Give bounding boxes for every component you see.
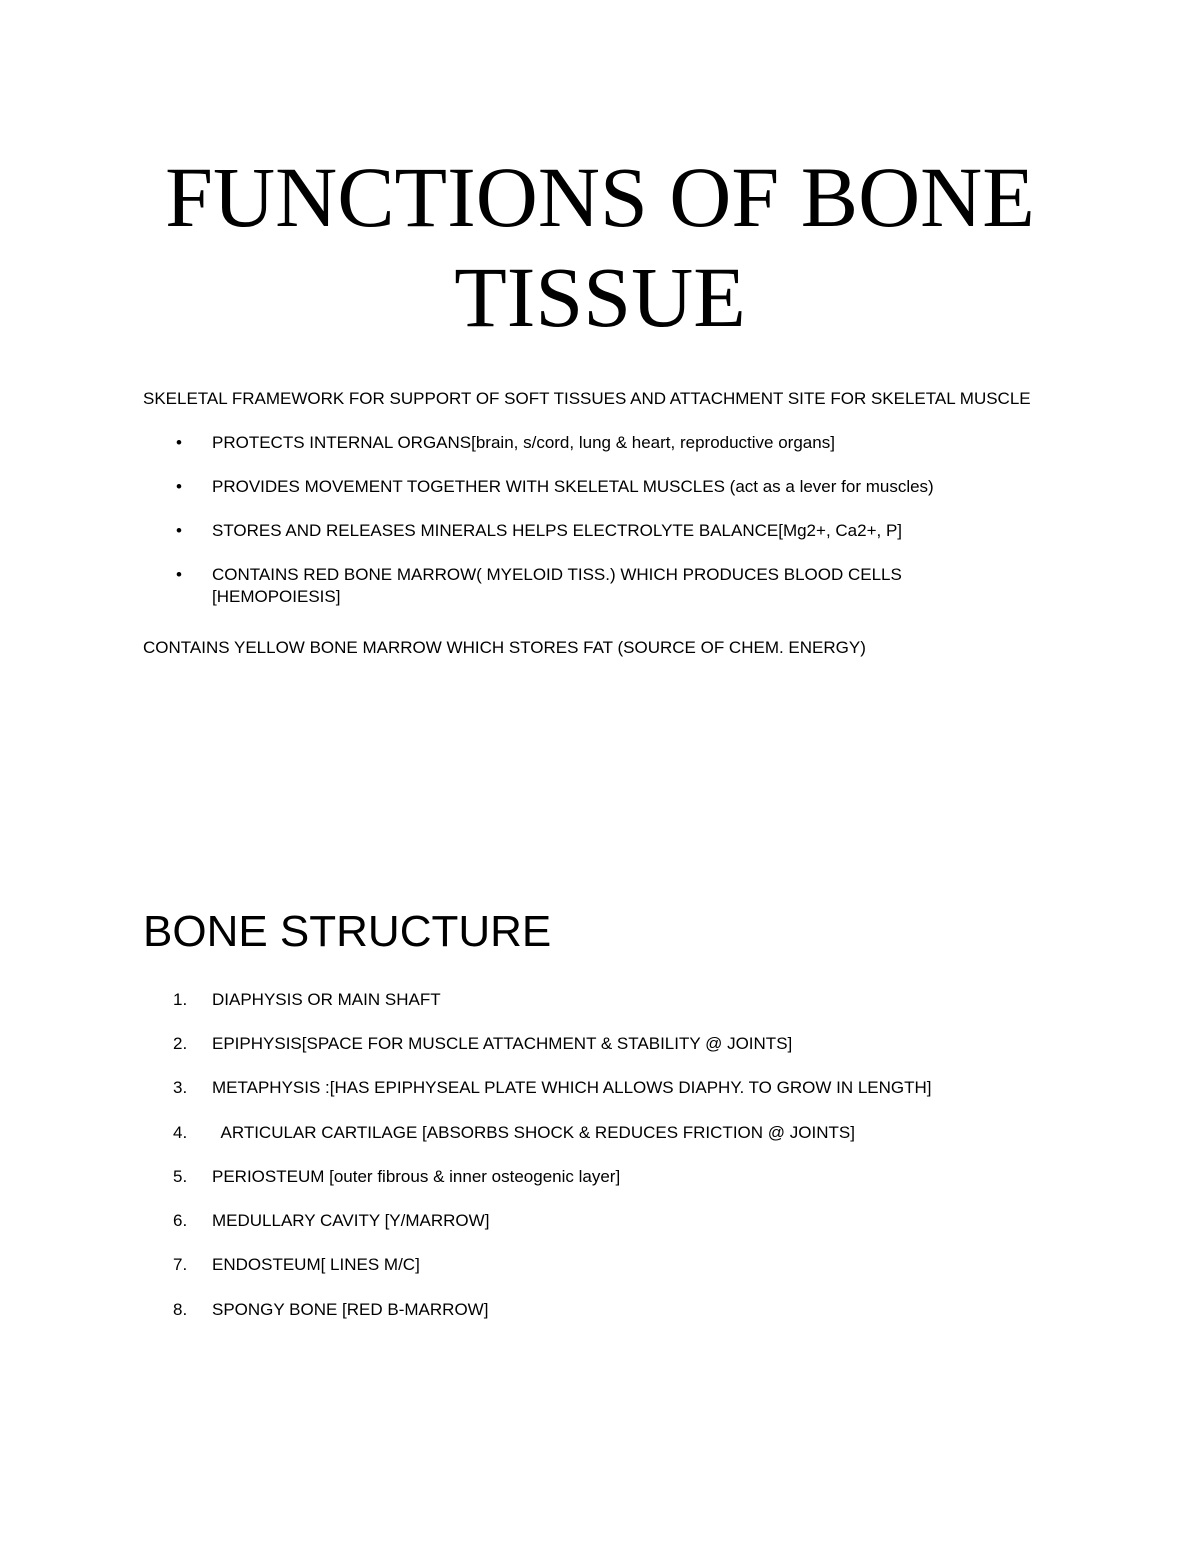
list-number: 2. <box>173 1034 188 1053</box>
list-item-text: SPONGY BONE [RED B-MARROW] <box>212 1300 489 1319</box>
list-number: 7. <box>173 1255 188 1274</box>
list-number: 8. <box>173 1300 188 1319</box>
list-number: 6. <box>173 1211 188 1230</box>
bullet-icon: • <box>176 521 182 540</box>
bullet-icon: • <box>176 433 182 452</box>
list-number: 3. <box>173 1078 188 1097</box>
bullet-text: STORES AND RELEASES MINERALS HELPS ELECTROLYTE BALANCE[Mg2+, Ca2+, P] <box>212 521 903 540</box>
list-item-text: ARTICULAR CARTILAGE [ABSORBS SHOCK & REDUCES FRICTION @ JOINTS] <box>212 1123 855 1142</box>
list-item-text: MEDULLARY CAVITY [Y/MARROW] <box>212 1211 490 1230</box>
functions-intro: SKELETAL FRAMEWORK FOR SUPPORT OF SOFT TISSUES AND ATTACHMENT SITE FOR SKELETAL MUSCLE <box>143 389 1031 408</box>
bullet-text: CONTAINS RED BONE MARROW( MYELOID TISS.) WHICH PRODUCES BLOOD CELLS [HEMOPOIESIS] <box>212 565 902 606</box>
list-item-text: METAPHYSIS :[HAS EPIPHYSEAL PLATE WHICH ALLOWS DIAPHY. TO GROW IN LENGTH] <box>212 1078 932 1097</box>
list-number: 4. <box>173 1123 188 1142</box>
list-number: 5. <box>173 1167 188 1186</box>
section-heading-bone-structure: BONE STRUCTURE <box>143 907 552 956</box>
list-item-text: EPIPHYSIS[SPACE FOR MUSCLE ATTACHMENT & STABILITY @ JOINTS] <box>212 1034 793 1053</box>
bullet-text: PROTECTS INTERNAL ORGANS[brain, s/cord, lung & heart, reproductive organs] <box>212 433 835 452</box>
bullet-icon: • <box>176 477 182 496</box>
list-item-text: DIAPHYSIS OR MAIN SHAFT <box>212 990 441 1009</box>
page-title-line-1: FUNCTIONS OF BONE <box>165 149 1035 245</box>
list-item-text: PERIOSTEUM [outer fibrous & inner osteogenic layer] <box>212 1167 621 1186</box>
list-number: 1. <box>173 990 188 1009</box>
list-item-text: ENDOSTEUM[ LINES M/C] <box>212 1255 420 1274</box>
bullet-text: PROVIDES MOVEMENT TOGETHER WITH SKELETAL MUSCLES (act as a lever for muscles) <box>212 477 934 496</box>
page-title-line-2: TISSUE <box>454 249 746 345</box>
functions-closing: CONTAINS YELLOW BONE MARROW WHICH STORES FAT (SOURCE OF CHEM. ENERGY) <box>143 638 866 657</box>
bullet-icon: • <box>176 565 182 584</box>
